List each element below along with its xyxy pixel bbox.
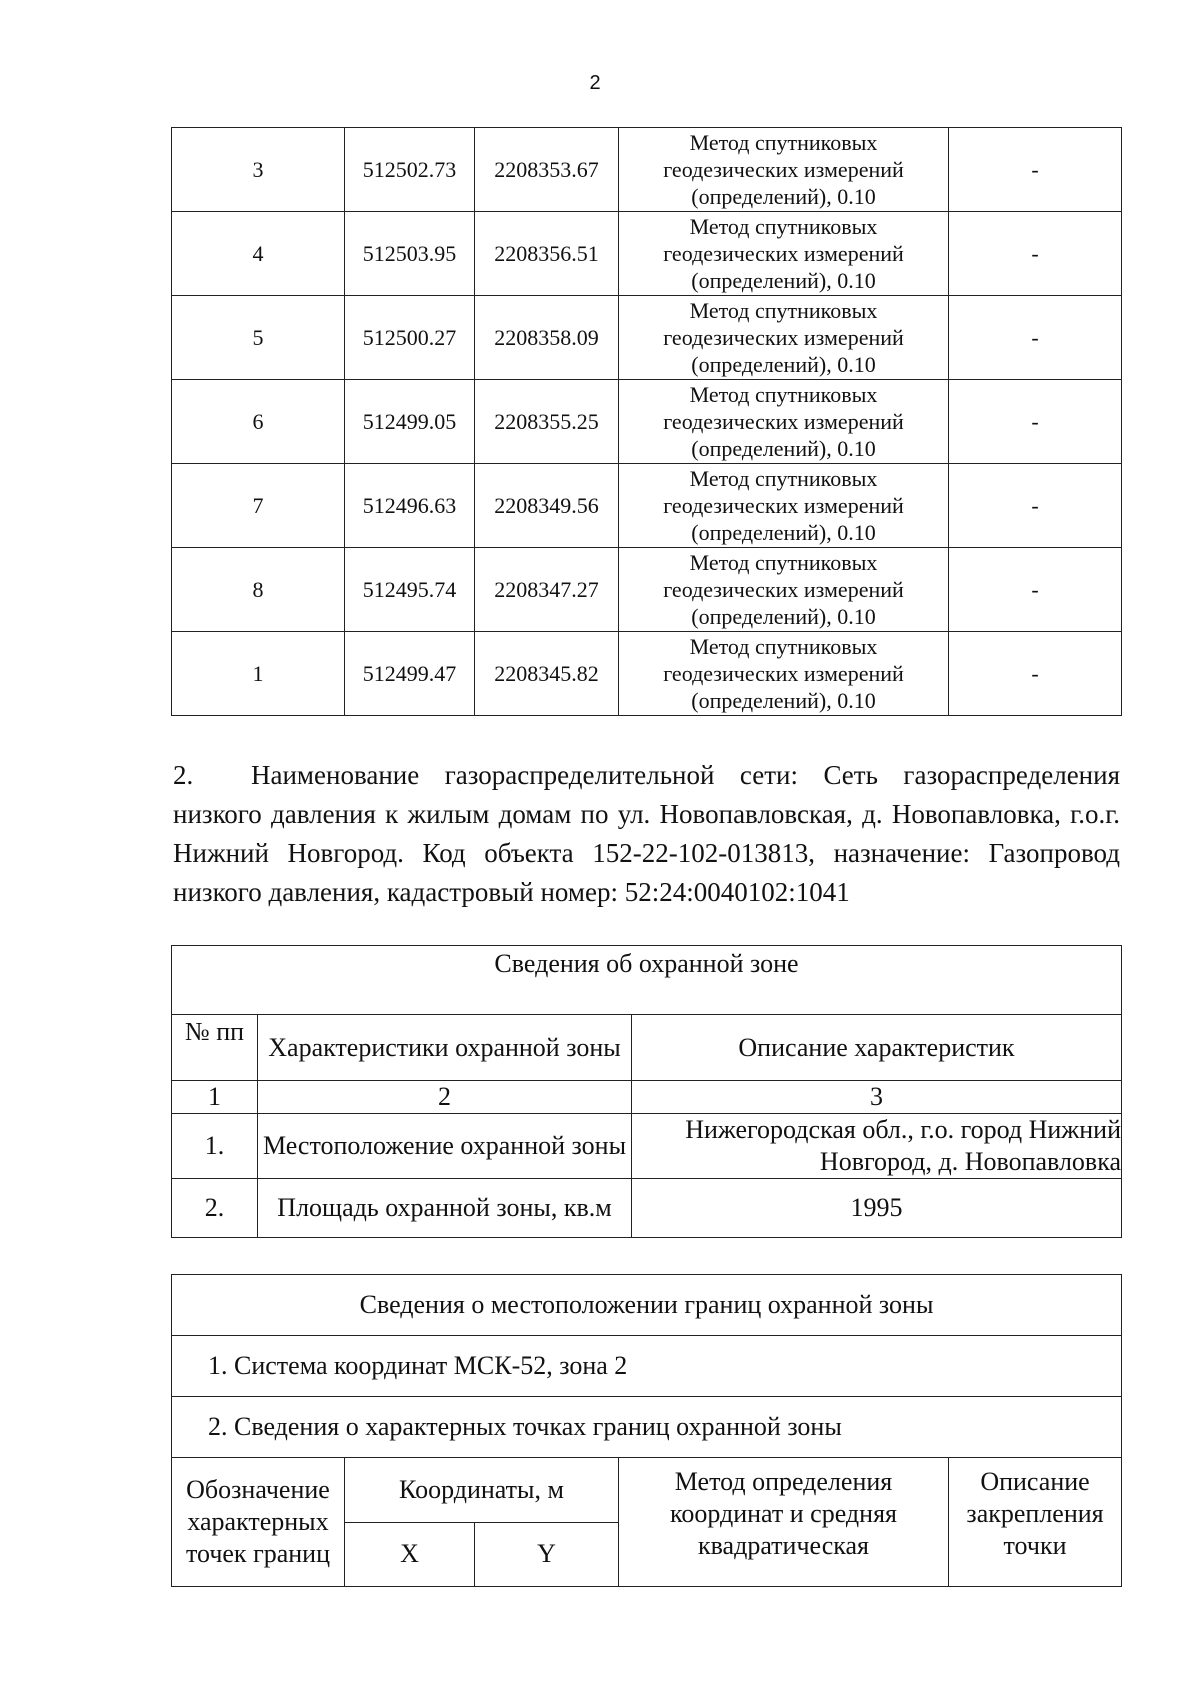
y-cell: 2208358.09 [475,296,619,380]
zone-row-number: 1. [172,1114,258,1179]
method-line: геодезических измерений [663,577,904,602]
method-line: Метод спутниковых [689,634,878,659]
method-cell [619,464,949,548]
method-line: Метод спутниковых [689,382,878,407]
x-cell: 512499.05 [345,380,475,464]
header-point-designation: Обозначение характерных точек границ [172,1458,345,1587]
header-y: Y [475,1522,619,1587]
method-line: (определений), 0.10 [691,436,876,461]
point-cell: 1 [172,632,345,716]
table-row [172,548,1122,632]
method-line: геодезических измерений [663,241,904,266]
method-cell [619,212,949,296]
zone-row-characteristic: Площадь охранной зоны, кв.м [258,1179,632,1238]
method-line: (определений), 0.10 [691,268,876,293]
y-cell: 2208355.25 [475,380,619,464]
method-line: Метод спутниковых [689,214,878,239]
method-cell [619,380,949,464]
method-line: геодезических измерений [663,157,904,182]
description-cell: - [949,464,1122,548]
point-cell: 5 [172,296,345,380]
zone-table-title: Сведения об охранной зоне [172,946,1122,1015]
method-cell [619,632,949,716]
table-row [172,296,1122,380]
method-line: геодезических измерений [663,409,904,434]
method-line: геодезических измерений [663,325,904,350]
method-cell [619,128,949,212]
point-cell: 3 [172,128,345,212]
method-line: геодезических измерений [663,661,904,686]
table-row [172,128,1122,212]
y-cell: 2208356.51 [475,212,619,296]
method-line: (определений), 0.10 [691,352,876,377]
x-cell: 512495.74 [345,548,475,632]
table-row [172,632,1122,716]
y-cell: 2208347.27 [475,548,619,632]
method-cell [619,548,949,632]
x-cell: 512503.95 [345,212,475,296]
coordinate-system: 1. Система координат МСК-52, зона 2 [172,1336,1122,1397]
point-cell: 8 [172,548,345,632]
point-cell: 4 [172,212,345,296]
header-number: № пп [172,1015,258,1081]
header-method: Метод определения координат и средняя квадратическая [619,1458,949,1587]
point-cell: 6 [172,380,345,464]
method-line: Метод спутниковых [689,298,878,323]
x-cell: 512499.47 [345,632,475,716]
method-cell [619,296,949,380]
index-cell: 1 [172,1081,258,1114]
y-cell: 2208349.56 [475,464,619,548]
table-row [172,464,1122,548]
network-description [173,756,1120,912]
bounds-table-title: Сведения о местоположении границ охранной зоны [172,1275,1122,1336]
coordinates-table [171,127,1122,716]
description-cell: - [949,128,1122,212]
x-cell: 512496.63 [345,464,475,548]
x-cell: 512500.27 [345,296,475,380]
description-cell: - [949,632,1122,716]
zone-row-description: 1995 [632,1179,1122,1238]
y-cell: 2208345.82 [475,632,619,716]
header-characteristic: Характеристики охранной зоны [258,1015,632,1081]
table-row [172,212,1122,296]
table-row [172,380,1122,464]
x-cell: 512502.73 [345,128,475,212]
paragraph-text: Наименование газораспределительной сети: Сеть газораспределения низкого давления к жилым домам по ул. Новопавловская, д. Новопавловка, г.о.г. Нижний Новгород. Код объекта 152-22-102-013813, назначение: Газопровод низкого давления, кадастровый номер: 52:24:0040102:1041 [173,760,1120,907]
description-cell: - [949,548,1122,632]
method-line: (определений), 0.10 [691,688,876,713]
method-line: геодезических измерений [663,493,904,518]
point-cell: 7 [172,464,345,548]
y-cell: 2208353.67 [475,128,619,212]
paragraph-number: 2. [173,760,194,790]
method-line: Метод спутниковых [689,466,878,491]
index-cell: 3 [632,1081,1122,1114]
points-title: 2. Сведения о характерных точках границ охранной зоны [172,1397,1122,1458]
method-line: Метод спутниковых [689,550,878,575]
description-cell: - [949,296,1122,380]
page-number: 2 [589,72,601,94]
header-x: X [345,1522,475,1587]
protection-zone-table [171,945,1122,1238]
header-point-description: Описание закрепления точки [949,1458,1122,1587]
zone-bounds-table [171,1274,1122,1587]
zone-row-description: Нижегородская обл., г.о. город Нижний Новгород, д. Новопавловка [632,1114,1122,1179]
method-line: (определений), 0.10 [691,520,876,545]
description-cell: - [949,212,1122,296]
method-line: (определений), 0.10 [691,604,876,629]
header-coordinates: Координаты, м [345,1458,619,1523]
header-description: Описание характеристик [632,1015,1122,1081]
method-line: (определений), 0.10 [691,184,876,209]
index-cell: 2 [258,1081,632,1114]
zone-row-number: 2. [172,1179,258,1238]
description-cell: - [949,380,1122,464]
method-line: Метод спутниковых [689,130,878,155]
zone-row-characteristic: Местоположение охранной зоны [258,1114,632,1179]
